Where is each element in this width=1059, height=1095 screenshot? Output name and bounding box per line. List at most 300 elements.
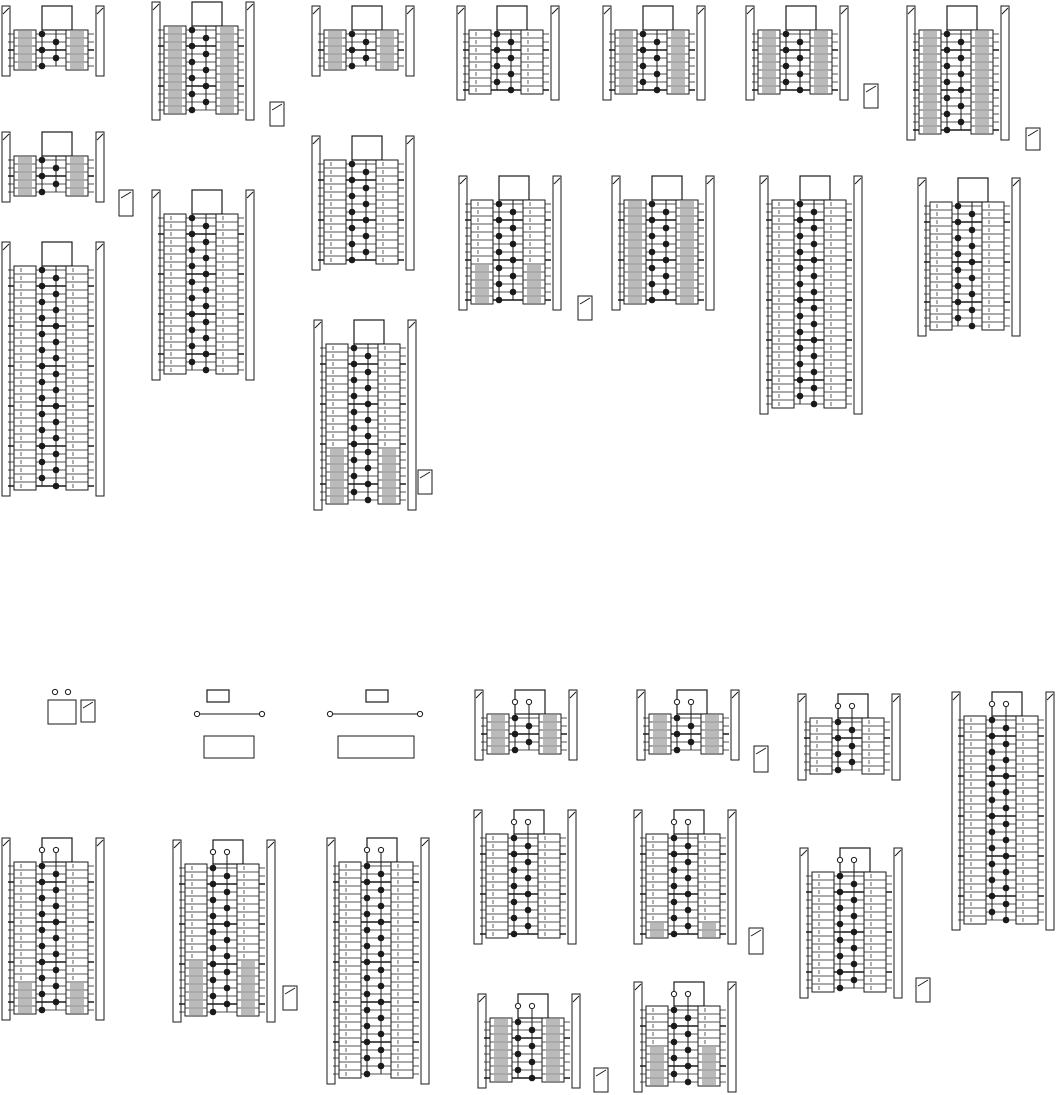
control-dot-icon [958, 87, 964, 93]
circuit-block [746, 6, 848, 100]
register-column [971, 30, 993, 134]
control-dot-icon [508, 39, 514, 45]
control-dot-icon [210, 929, 216, 935]
side-bar [246, 2, 254, 120]
control-dot-icon [944, 79, 950, 85]
circuit-block [194, 690, 264, 758]
control-dot-icon [688, 739, 694, 745]
control-dot-icon [351, 473, 357, 479]
control-dot-icon [510, 289, 516, 295]
control-dot-icon [351, 393, 357, 399]
control-dot-icon [351, 489, 357, 495]
control-dot-icon [189, 327, 195, 333]
register-box-icon [366, 690, 388, 702]
circuit-block [637, 690, 739, 760]
open-control-icon [685, 819, 690, 824]
control-dot-icon [210, 993, 216, 999]
control-dot-icon [39, 379, 45, 385]
side-bar [568, 810, 576, 944]
control-dot-icon [210, 961, 216, 967]
register-column [523, 200, 545, 304]
side-bar [697, 6, 705, 100]
circuit-block [312, 6, 414, 76]
circuit-block [2, 6, 104, 76]
control-dot-icon [53, 387, 59, 393]
control-dot-icon [39, 331, 45, 337]
register-column [486, 834, 508, 938]
register-column [1016, 716, 1038, 924]
control-dot-icon [364, 1055, 370, 1061]
control-dot-icon [378, 1047, 384, 1053]
control-dot-icon [363, 55, 369, 61]
control-dot-icon [529, 1075, 535, 1081]
control-dot-icon [53, 39, 59, 45]
control-dot-icon [797, 393, 803, 399]
control-dot-icon [989, 733, 995, 739]
control-dot-icon [189, 343, 195, 349]
control-dot-icon [529, 1059, 535, 1065]
circuit-block [475, 690, 577, 760]
control-dot-icon [224, 969, 230, 975]
control-dot-icon [510, 241, 516, 247]
control-dot-icon [365, 417, 371, 423]
open-control-icon [851, 857, 856, 862]
control-dot-icon [1003, 773, 1009, 779]
control-dot-icon [685, 1079, 691, 1085]
control-dot-icon [515, 1019, 521, 1025]
side-bar [637, 690, 645, 760]
side-bar [459, 176, 467, 310]
circuit-block [907, 6, 1009, 140]
control-dot-icon [811, 273, 817, 279]
control-dot-icon [671, 1007, 677, 1013]
control-dot-icon [969, 275, 975, 281]
control-dot-icon [508, 55, 514, 61]
control-dot-icon [378, 871, 384, 877]
open-control-icon [1003, 701, 1008, 706]
control-dot-icon [1003, 725, 1009, 731]
circuit-block [603, 6, 705, 100]
control-dot-icon [53, 919, 59, 925]
register-column [862, 718, 884, 774]
control-dot-icon [351, 457, 357, 463]
control-dot-icon [203, 319, 209, 325]
slash-separator-icon [754, 746, 768, 772]
register-box-icon [352, 6, 382, 30]
register-column [667, 30, 689, 94]
control-dot-icon [364, 959, 370, 965]
control-dot-icon [958, 71, 964, 77]
control-dot-icon [496, 249, 502, 255]
control-dot-icon [39, 1007, 45, 1013]
control-dot-icon [364, 943, 370, 949]
side-bar [96, 6, 104, 76]
side-bar [312, 6, 320, 76]
control-dot-icon [53, 371, 59, 377]
control-dot-icon [494, 47, 500, 53]
control-dot-icon [53, 55, 59, 61]
control-dot-icon [364, 1023, 370, 1029]
open-control-icon [512, 699, 517, 704]
control-dot-icon [515, 1035, 521, 1041]
control-dot-icon [39, 283, 45, 289]
control-dot-icon [969, 323, 975, 329]
control-dot-icon [685, 1063, 691, 1069]
control-dot-icon [783, 63, 789, 69]
control-dot-icon [811, 337, 817, 343]
control-dot-icon [203, 223, 209, 229]
control-dot-icon [989, 797, 995, 803]
control-dot-icon [511, 915, 517, 921]
open-control-icon [671, 819, 676, 824]
control-dot-icon [224, 921, 230, 927]
circuit-block [800, 848, 902, 998]
control-dot-icon [364, 1007, 370, 1013]
register-column [326, 344, 348, 504]
control-dot-icon [224, 937, 230, 943]
control-dot-icon [494, 63, 500, 69]
control-dot-icon [671, 1071, 677, 1077]
slash-separator-icon [283, 986, 297, 1010]
control-dot-icon [783, 47, 789, 53]
register-column [339, 862, 361, 1078]
side-bar [267, 840, 275, 1022]
control-dot-icon [685, 1047, 691, 1053]
control-dot-icon [224, 953, 230, 959]
control-dot-icon [39, 363, 45, 369]
control-dot-icon [654, 87, 660, 93]
control-dot-icon [835, 735, 841, 741]
control-dot-icon [663, 273, 669, 279]
register-box-icon [192, 190, 222, 214]
control-dot-icon [365, 481, 371, 487]
control-dot-icon [640, 31, 646, 37]
control-dot-icon [944, 31, 950, 37]
slash-separator-icon [578, 296, 592, 320]
register-column [216, 26, 238, 114]
control-dot-icon [210, 913, 216, 919]
control-dot-icon [363, 185, 369, 191]
control-dot-icon [1003, 789, 1009, 795]
circuit-block [474, 810, 576, 944]
circuit-block [327, 838, 429, 1084]
circuit-block [314, 320, 416, 510]
control-dot-icon [364, 991, 370, 997]
control-dot-icon [671, 851, 677, 857]
register-box-icon [207, 690, 229, 702]
control-dot-icon [53, 483, 59, 489]
register-column [982, 202, 1004, 330]
side-bar [551, 6, 559, 100]
control-dot-icon [508, 71, 514, 77]
control-dot-icon [53, 339, 59, 345]
control-dot-icon [189, 107, 195, 113]
control-dot-icon [811, 305, 817, 311]
register-column [521, 30, 543, 94]
control-dot-icon [510, 273, 516, 279]
control-dot-icon [811, 401, 817, 407]
control-dot-icon [851, 961, 857, 967]
control-dot-icon [955, 235, 961, 241]
side-bar [854, 176, 862, 414]
register-column [698, 1006, 720, 1086]
control-dot-icon [1003, 853, 1009, 859]
control-dot-icon [39, 411, 45, 417]
control-dot-icon [674, 747, 680, 753]
control-dot-icon [349, 47, 355, 53]
side-bar [478, 994, 486, 1088]
control-dot-icon [210, 1009, 216, 1015]
slash-separator-icon [270, 102, 284, 126]
control-dot-icon [203, 287, 209, 293]
control-dot-icon [53, 999, 59, 1005]
control-dot-icon [363, 39, 369, 45]
control-dot-icon [378, 903, 384, 909]
control-dot-icon [363, 233, 369, 239]
control-dot-icon [351, 425, 357, 431]
control-dot-icon [53, 435, 59, 441]
control-dot-icon [797, 201, 803, 207]
control-dot-icon [39, 395, 45, 401]
circuit-block [634, 810, 736, 944]
control-dot-icon [496, 233, 502, 239]
control-dot-icon [378, 919, 384, 925]
control-dot-icon [203, 335, 209, 341]
control-dot-icon [797, 55, 803, 61]
register-column [216, 214, 238, 374]
control-dot-icon [53, 951, 59, 957]
side-bar [421, 838, 429, 1084]
register-column [378, 344, 400, 504]
register-column [676, 200, 698, 304]
control-dot-icon [797, 249, 803, 255]
control-dot-icon [685, 923, 691, 929]
side-bar [173, 840, 181, 1022]
control-dot-icon [511, 835, 517, 841]
control-dot-icon [969, 243, 975, 249]
control-dot-icon [189, 263, 195, 269]
open-control-icon [989, 701, 994, 706]
control-dot-icon [378, 983, 384, 989]
register-column [391, 862, 413, 1078]
control-dot-icon [969, 259, 975, 265]
control-dot-icon [53, 887, 59, 893]
control-dot-icon [944, 111, 950, 117]
side-bar [634, 982, 642, 1092]
control-dot-icon [989, 829, 995, 835]
control-dot-icon [349, 193, 355, 199]
register-column [490, 1018, 512, 1082]
control-dot-icon [203, 99, 209, 105]
register-column [14, 156, 36, 196]
control-dot-icon [837, 969, 843, 975]
control-dot-icon [512, 715, 518, 721]
control-dot-icon [512, 747, 518, 753]
open-control-icon [194, 711, 199, 716]
register-column [14, 862, 36, 1014]
register-column [919, 30, 941, 134]
control-dot-icon [958, 103, 964, 109]
register-column [542, 1018, 564, 1082]
control-dot-icon [53, 467, 59, 473]
control-dot-icon [351, 345, 357, 351]
control-dot-icon [53, 291, 59, 297]
control-dot-icon [378, 935, 384, 941]
control-dot-icon [649, 297, 655, 303]
control-dot-icon [349, 225, 355, 231]
control-dot-icon [525, 923, 531, 929]
side-bar [892, 694, 900, 780]
side-bar [2, 132, 10, 202]
register-column [487, 714, 509, 754]
control-dot-icon [674, 715, 680, 721]
open-control-icon [849, 703, 854, 708]
circuit-block [459, 176, 561, 310]
control-dot-icon [53, 323, 59, 329]
side-bar [327, 838, 335, 1084]
control-dot-icon [39, 173, 45, 179]
control-dot-icon [525, 843, 531, 849]
control-dot-icon [849, 759, 855, 765]
register-box-icon [947, 6, 977, 30]
control-dot-icon [955, 299, 961, 305]
register-column [646, 1006, 668, 1086]
control-dot-icon [349, 257, 355, 263]
circuit-block [798, 694, 900, 780]
register-column [539, 714, 561, 754]
side-bar [572, 994, 580, 1088]
control-dot-icon [671, 931, 677, 937]
side-bar [152, 190, 160, 380]
control-dot-icon [39, 911, 45, 917]
control-dot-icon [53, 403, 59, 409]
control-dot-icon [189, 311, 195, 317]
register-box-icon [192, 2, 222, 26]
control-dot-icon [365, 369, 371, 375]
circuit-block [2, 242, 104, 496]
control-dot-icon [525, 891, 531, 897]
register-box-icon [499, 176, 529, 200]
control-dot-icon [53, 935, 59, 941]
control-dot-icon [989, 893, 995, 899]
control-dot-icon [189, 359, 195, 365]
control-dot-icon [525, 907, 531, 913]
side-bar [2, 242, 10, 496]
open-control-icon [52, 689, 57, 694]
side-bar [553, 176, 561, 310]
control-dot-icon [210, 897, 216, 903]
control-dot-icon [364, 879, 370, 885]
control-dot-icon [1003, 757, 1009, 763]
register-column [185, 864, 207, 1016]
control-dot-icon [649, 201, 655, 207]
side-bar [406, 6, 414, 76]
control-dot-icon [189, 27, 195, 33]
control-dot-icon [189, 215, 195, 221]
control-dot-icon [797, 313, 803, 319]
control-dot-icon [1003, 741, 1009, 747]
control-dot-icon [671, 1055, 677, 1061]
open-control-icon [674, 699, 679, 704]
control-dot-icon [958, 119, 964, 125]
control-dot-icon [654, 55, 660, 61]
control-dot-icon [797, 329, 803, 335]
control-dot-icon [944, 127, 950, 133]
control-dot-icon [1003, 885, 1009, 891]
open-control-icon [685, 991, 690, 996]
control-dot-icon [496, 217, 502, 223]
control-dot-icon [797, 39, 803, 45]
control-dot-icon [837, 905, 843, 911]
control-dot-icon [944, 63, 950, 69]
control-dot-icon [189, 91, 195, 97]
control-dot-icon [378, 951, 384, 957]
control-dot-icon [39, 863, 45, 869]
control-dot-icon [969, 211, 975, 217]
circuit-block [457, 6, 559, 100]
register-column [649, 714, 671, 754]
control-dot-icon [210, 977, 216, 983]
side-bar [907, 6, 915, 140]
control-dot-icon [1003, 837, 1009, 843]
slash-separator-icon [864, 84, 878, 108]
control-dot-icon [1003, 821, 1009, 827]
control-dot-icon [378, 1031, 384, 1037]
control-dot-icon [349, 177, 355, 183]
open-control-icon [671, 991, 676, 996]
register-box-icon [786, 6, 816, 30]
control-dot-icon [189, 75, 195, 81]
control-dot-icon [797, 345, 803, 351]
register-column [14, 266, 36, 490]
control-dot-icon [496, 297, 502, 303]
control-dot-icon [685, 1031, 691, 1037]
control-dot-icon [512, 731, 518, 737]
control-dot-icon [955, 315, 961, 321]
control-dot-icon [955, 219, 961, 225]
control-dot-icon [508, 87, 514, 93]
lower-circuit-grid [2, 689, 1054, 1092]
control-dot-icon [53, 451, 59, 457]
control-dot-icon [494, 31, 500, 37]
circuit-block [152, 190, 254, 380]
control-dot-icon [189, 279, 195, 285]
control-dot-icon [349, 63, 355, 69]
control-dot-icon [378, 1063, 384, 1069]
control-dot-icon [849, 743, 855, 749]
control-dot-icon [685, 859, 691, 865]
control-dot-icon [203, 67, 209, 73]
register-box-icon [42, 242, 72, 266]
side-bar [731, 690, 739, 760]
register-column [66, 30, 88, 70]
register-column [376, 160, 398, 264]
control-dot-icon [525, 859, 531, 865]
control-dot-icon [39, 267, 45, 273]
control-dot-icon [989, 717, 995, 723]
control-dot-icon [811, 369, 817, 375]
side-bar [246, 190, 254, 380]
control-dot-icon [811, 353, 817, 359]
control-dot-icon [811, 321, 817, 327]
control-dot-icon [663, 225, 669, 231]
open-control-icon [511, 819, 516, 824]
control-dot-icon [39, 427, 45, 433]
control-dot-icon [189, 43, 195, 49]
control-dot-icon [203, 351, 209, 357]
register-box-icon [497, 6, 527, 30]
control-dot-icon [363, 217, 369, 223]
